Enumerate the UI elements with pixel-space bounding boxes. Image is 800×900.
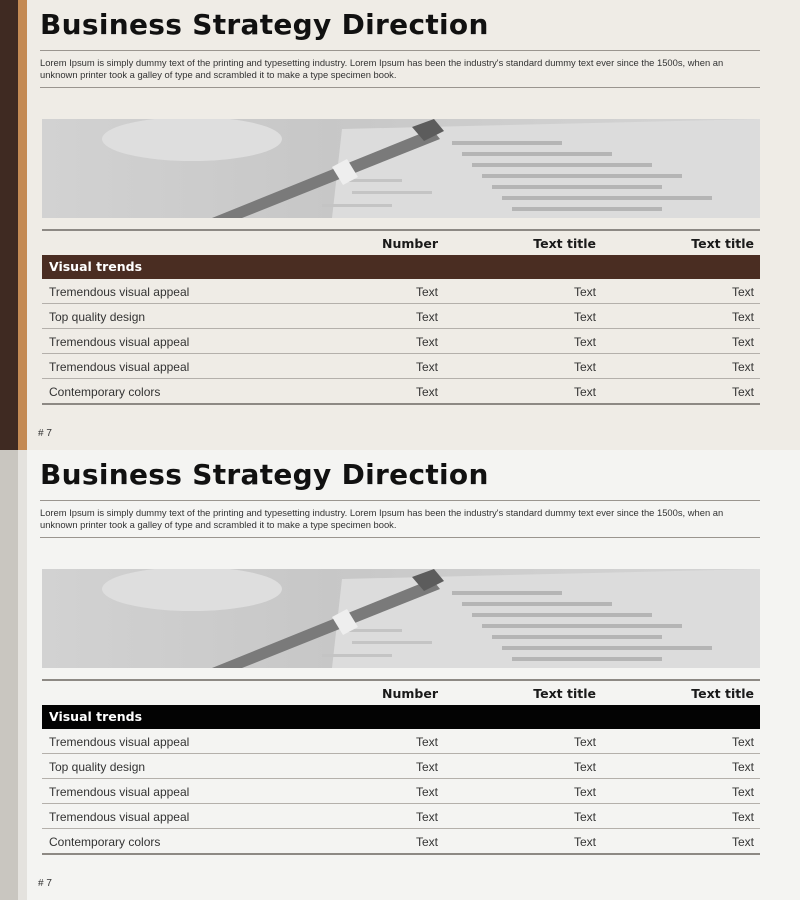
table-group-header: Visual trends: [42, 705, 760, 729]
row-label: Top quality design: [49, 760, 146, 774]
table-cell: Text: [731, 335, 754, 349]
left-accent-stripe: [18, 450, 27, 900]
table-cell: Text: [573, 310, 596, 324]
row-label: Tremendous visual appeal: [49, 785, 190, 799]
table-row: [42, 829, 760, 855]
table-row: [42, 754, 760, 779]
table-row: [42, 329, 760, 354]
table-row: [42, 729, 760, 754]
table-header-row: [42, 681, 760, 705]
table-cell: Text: [415, 810, 438, 824]
table-row: [42, 804, 760, 829]
row-label: Tremendous visual appeal: [49, 810, 190, 824]
table-cell: Text: [573, 810, 596, 824]
table-cell: Text: [415, 835, 438, 849]
row-label: Contemporary colors: [49, 385, 161, 399]
title-divider: [40, 50, 760, 51]
table-cell: Text: [573, 360, 596, 374]
table-cell: Text: [415, 335, 438, 349]
table-cell: Text: [731, 735, 754, 749]
slide-title: Business Strategy Direction: [40, 458, 489, 491]
table-cell: Text: [731, 760, 754, 774]
row-label: Tremendous visual appeal: [49, 285, 190, 299]
table-cell: Text: [573, 735, 596, 749]
table-row: [42, 379, 760, 405]
table-cell: Text: [573, 385, 596, 399]
table-cell: Text: [731, 285, 754, 299]
table-cell: Text: [731, 310, 754, 324]
column-header: Number: [382, 236, 438, 251]
page-number: # 7: [38, 878, 52, 889]
table-cell: Text: [573, 785, 596, 799]
table-cell: Text: [415, 785, 438, 799]
column-header: Number: [382, 686, 438, 701]
pen-chart-banner-image: [42, 119, 760, 218]
left-accent-bar: [0, 450, 18, 900]
data-table: [42, 679, 760, 855]
table-cell: Text: [415, 735, 438, 749]
table-cell: Text: [415, 285, 438, 299]
title-divider: [40, 500, 760, 501]
data-table: [42, 229, 760, 405]
slide-description: Lorem Ipsum is simply dummy text of the printing and typesetting industry. Lorem Ipsum has been the industry's standard dummy text ever since the 1500s, when an unknown printer took a galley of type and scrambled it to make a type specimen book.: [40, 507, 724, 530]
row-label: Tremendous visual appeal: [49, 335, 190, 349]
table-cell: Text: [573, 285, 596, 299]
table-cell: Text: [573, 335, 596, 349]
slide-title: Business Strategy Direction: [40, 8, 489, 41]
column-header: Text title: [533, 236, 596, 251]
table-row: [42, 304, 760, 329]
table-cell: Text: [415, 385, 438, 399]
page-number: # 7: [38, 428, 52, 439]
table-row: [42, 279, 760, 304]
row-label: Tremendous visual appeal: [49, 735, 190, 749]
table-group-header: Visual trends: [42, 255, 760, 279]
table-cell: Text: [731, 385, 754, 399]
table-row: [42, 779, 760, 804]
table-cell: Text: [573, 760, 596, 774]
table-cell: Text: [731, 835, 754, 849]
table-cell: Text: [415, 760, 438, 774]
table-cell: Text: [731, 360, 754, 374]
table-cell: Text: [731, 810, 754, 824]
table-cell: Text: [415, 360, 438, 374]
description-divider: [40, 537, 760, 538]
table-cell: Text: [573, 835, 596, 849]
table-cell: Text: [415, 310, 438, 324]
row-label: Contemporary colors: [49, 835, 161, 849]
table-header-row: [42, 231, 760, 255]
table-row: [42, 354, 760, 379]
column-header: Text title: [691, 686, 754, 701]
slide-2: [0, 450, 800, 900]
left-accent-stripe: [18, 0, 27, 450]
row-label: Top quality design: [49, 310, 146, 324]
row-label: Tremendous visual appeal: [49, 360, 190, 374]
slide-description: Lorem Ipsum is simply dummy text of the printing and typesetting industry. Lorem Ipsum has been the industry's standard dummy text ever since the 1500s, when an unknown printer took a galley of type and scrambled it to make a type specimen book.: [40, 57, 724, 80]
column-header: Text title: [691, 236, 754, 251]
column-header: Text title: [533, 686, 596, 701]
pen-chart-banner-image: [42, 569, 760, 668]
table-cell: Text: [731, 785, 754, 799]
description-divider: [40, 87, 760, 88]
left-accent-bar: [0, 0, 18, 450]
